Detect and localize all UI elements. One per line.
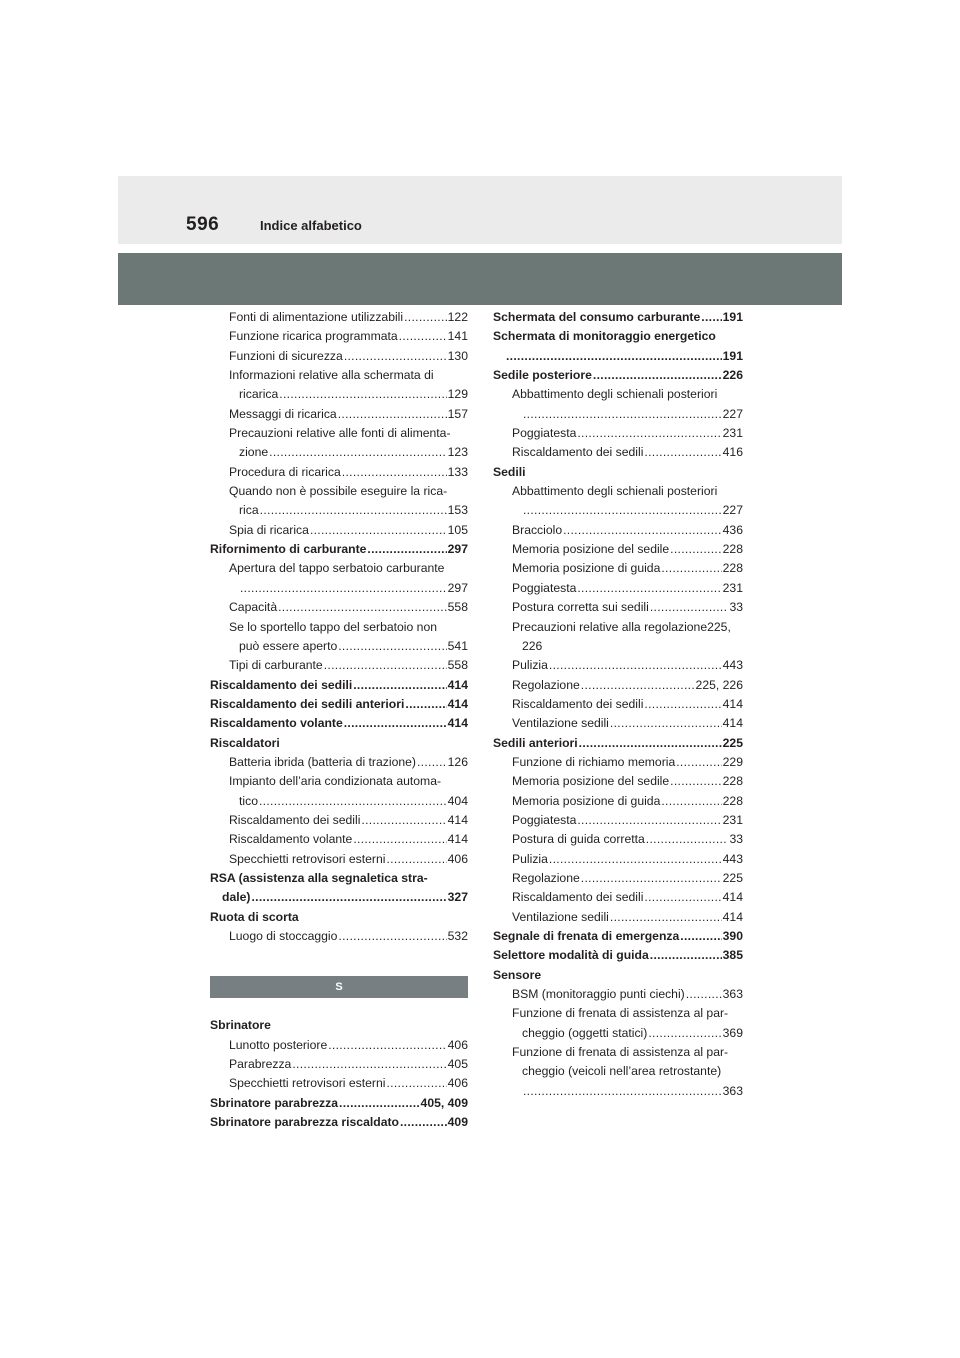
dot-leader <box>577 579 721 598</box>
index-entry-sub <box>493 424 743 443</box>
entry-page-ref: 191 <box>722 310 743 324</box>
index-entry-sub <box>493 579 743 598</box>
index-entry-sub <box>493 714 743 733</box>
index-entry-sub <box>493 443 743 462</box>
index-entry-sub <box>493 521 743 540</box>
dot-leader <box>324 656 447 675</box>
entry-page-ref: 228 <box>722 542 743 557</box>
index-entry-main <box>210 888 468 907</box>
entry-page-ref: 227 <box>722 406 743 421</box>
entry-label: Abbattimento degli schienali posteriori <box>512 387 718 402</box>
entry-label: può essere aperto <box>239 638 338 653</box>
index-entry-main <box>210 676 468 695</box>
entry-label: Sedili <box>493 464 526 479</box>
index-entry-sub <box>493 1062 743 1081</box>
dot-leader <box>260 501 447 520</box>
entry-page-ref: 443 <box>722 851 743 866</box>
entry-page-ref: 141 <box>447 329 468 344</box>
entry-label: Poggiatesta <box>512 580 577 595</box>
entry-label: Capacità <box>229 600 278 615</box>
dot-leader <box>361 811 446 830</box>
index-entry-main <box>210 1094 468 1113</box>
entry-label: dale) <box>222 890 251 905</box>
index-entry-sub <box>493 1004 743 1023</box>
index-entry-main <box>210 869 468 888</box>
entry-label: Ventilazione sedili <box>512 716 609 731</box>
dot-leader <box>650 946 722 965</box>
entry-label: Procedura di ricarica <box>229 464 341 479</box>
entry-label: Luogo di stoccaggio <box>229 929 338 943</box>
entry-page-ref: 406 <box>447 851 468 866</box>
dot-leader <box>338 927 446 946</box>
dot-leader <box>386 1074 446 1093</box>
index-entry-main <box>493 946 743 965</box>
letter-divider-s: S <box>210 976 468 998</box>
dot-leader <box>644 888 721 907</box>
index-entry-sub <box>493 540 743 559</box>
dot-leader <box>338 637 446 656</box>
dot-leader <box>646 830 729 849</box>
index-entry-sub <box>210 1074 468 1093</box>
index-entry-sub <box>493 598 743 617</box>
index-entry-sub <box>493 559 743 578</box>
entry-page-ref: 226 <box>722 368 743 383</box>
dot-leader <box>610 714 722 733</box>
entry-label: Riscaldamento dei sedili anteriori <box>210 696 405 711</box>
entry-label: Memoria posizione del sedile <box>512 774 670 789</box>
index-entry-sub <box>210 366 468 385</box>
entry-page-ref: 405, 409 <box>420 1095 468 1110</box>
entry-label: Bracciolo <box>512 522 563 537</box>
entry-label: Parabrezza <box>229 1057 292 1072</box>
entry-page-ref: 558 <box>447 600 468 615</box>
entry-page-ref: 153 <box>447 503 468 518</box>
entry-label: Riscaldamento volante <box>229 832 353 847</box>
entry-page-ref: 532 <box>447 929 468 943</box>
index-entry-sub <box>210 559 468 578</box>
entry-label: Riscaldamento dei sedili <box>229 812 361 827</box>
entry-label: Postura di guida corretta <box>512 832 645 847</box>
dot-leader <box>405 695 446 714</box>
entry-page-ref: 369 <box>722 1025 743 1040</box>
entry-label: Messaggi di ricarica <box>229 406 337 421</box>
index-entry-sub <box>493 830 743 849</box>
entry-page-ref: 231 <box>722 426 743 441</box>
entry-page-ref: 229 <box>722 754 743 769</box>
dot-leader <box>344 714 447 733</box>
section-title: Indice alfabetico <box>260 218 362 233</box>
index-entry-sub <box>210 1055 468 1074</box>
entry-label: Poggiatesta <box>512 426 577 441</box>
entry-label: Riscaldamento dei sedili <box>512 890 644 905</box>
entry-page-ref: 541 <box>447 638 468 653</box>
entry-label: cheggio (oggetti statici) <box>522 1025 648 1040</box>
index-entry-sub <box>210 521 468 540</box>
index-entry-sub <box>210 385 468 404</box>
entry-page-ref: 33 <box>729 600 743 615</box>
index-list-left-bottom <box>210 1016 468 1132</box>
entry-label: Ventilazione sedili <box>512 909 609 924</box>
entry-label: Schermata di monitoraggio energetico <box>493 329 716 344</box>
index-entry-main <box>210 734 468 753</box>
entry-label: Tipi di carburante <box>229 658 323 673</box>
index-entry-sub <box>493 1024 743 1043</box>
entry-label: Abbattimento degli schienali posteriori <box>512 484 718 499</box>
index-entry-sub <box>210 772 468 791</box>
index-entry-main <box>210 1113 468 1132</box>
entry-page-ref: 363 <box>722 987 743 1002</box>
index-entry-sub <box>210 405 468 424</box>
entry-page-ref: 105 <box>447 522 468 537</box>
index-entry-sub <box>210 927 468 946</box>
dot-leader <box>279 385 446 404</box>
entry-page-ref: 416 <box>722 445 743 460</box>
page-number: 596 <box>186 214 220 235</box>
index-entry-main <box>210 695 468 714</box>
dot-leader <box>670 540 721 559</box>
index-entry-sub <box>493 888 743 907</box>
dot-leader <box>523 501 722 520</box>
dot-leader <box>251 888 446 907</box>
entry-page-ref: 443 <box>722 658 743 673</box>
entry-page-ref: 231 <box>722 812 743 827</box>
entry-page-ref: 225 <box>722 870 743 885</box>
entry-page-ref: 130 <box>447 348 468 363</box>
entry-page-ref: 414 <box>447 716 468 731</box>
entry-page-ref: 227 <box>722 503 743 518</box>
dot-leader <box>367 540 446 559</box>
index-entry-sub <box>210 792 468 811</box>
index-entry-sub <box>493 908 743 927</box>
dot-leader <box>338 405 447 424</box>
entry-label: Postura corretta sui sedili <box>512 600 649 615</box>
entry-label: Fonti di alimentazione utilizzabili <box>229 310 404 324</box>
index-entry-sub <box>493 850 743 869</box>
index-entry-sub <box>493 656 743 675</box>
dot-leader <box>579 734 722 753</box>
dot-leader <box>353 676 446 695</box>
entry-label: ricarica <box>239 387 279 402</box>
header-band <box>118 176 842 244</box>
entry-page-ref: 436 <box>722 522 743 537</box>
entry-label: Riscaldamento dei sedili <box>512 696 644 711</box>
index-entry-sub <box>493 385 743 404</box>
entry-page-ref: 33 <box>729 832 743 847</box>
entry-label: Funzione di richiamo memoria <box>512 754 676 769</box>
index-entry-main <box>210 714 468 733</box>
entry-label: 226 <box>522 638 543 653</box>
entry-page-ref: 228 <box>722 561 743 576</box>
dot-leader <box>670 772 721 791</box>
entry-label: Selettore modalità di guida <box>493 948 649 963</box>
entry-page-ref: 225, 226 <box>695 677 743 692</box>
entry-page-ref: 414 <box>722 890 743 905</box>
entry-label: Specchietti retrovisori esterni <box>229 1076 386 1091</box>
dot-leader <box>386 850 446 869</box>
index-entry-sub <box>493 811 743 830</box>
index-entry-sub <box>210 830 468 849</box>
index-entry-sub <box>210 637 468 656</box>
entry-label: Schermata del consumo carburante <box>493 310 701 324</box>
index-entry-sub <box>493 985 743 1004</box>
entry-label: Regolazione <box>512 870 580 885</box>
dot-leader <box>344 347 447 366</box>
index-entry-sub <box>493 792 743 811</box>
entry-label: Funzione di frenata di assistenza al par- <box>512 1045 729 1060</box>
dot-leader <box>581 869 722 888</box>
entry-page-ref: 405 <box>447 1057 468 1072</box>
entry-label: Riscaldamento dei sedili <box>512 445 644 460</box>
dot-leader <box>278 598 447 617</box>
entry-label: Quando non è possibile eseguire la rica- <box>229 484 448 499</box>
entry-page-ref: 122 <box>447 310 468 324</box>
entry-label: zione <box>239 445 269 460</box>
index-entry-main <box>493 327 743 346</box>
dot-leader <box>661 792 721 811</box>
entry-label: Riscaldatori <box>210 735 280 750</box>
entry-label: RSA (assistenza alla segnaletica stra- <box>210 870 428 885</box>
entry-label: Sedile posteriore <box>493 368 592 383</box>
entry-label: Regolazione <box>512 677 580 692</box>
index-entry-sub <box>493 676 743 695</box>
entry-page-ref: 126 <box>447 754 468 769</box>
entry-label: Sensore <box>493 967 542 982</box>
dot-leader <box>644 695 721 714</box>
entry-page-ref: 414 <box>722 716 743 731</box>
dot-leader <box>581 676 695 695</box>
index-entry-sub <box>210 482 468 501</box>
entry-page-ref: 414 <box>447 677 468 692</box>
dot-leader <box>259 792 447 811</box>
index-entry-sub <box>493 753 743 772</box>
index-entry-sub <box>210 656 468 675</box>
entry-page-ref: 558 <box>447 658 468 673</box>
index-list-right <box>493 308 743 1101</box>
entry-page-ref: 414 <box>722 696 743 711</box>
entry-page-ref: 390 <box>722 929 743 943</box>
dot-leader <box>680 927 721 946</box>
index-entry-sub <box>210 443 468 462</box>
entry-label: Memoria posizione di guida <box>512 561 661 576</box>
entry-label: Se lo sportello tappo del serbatoio non <box>229 619 438 634</box>
entry-label: Spia di ricarica <box>229 522 309 537</box>
dot-leader <box>404 308 447 327</box>
dot-leader <box>342 463 447 482</box>
index-entry-sub <box>210 327 468 346</box>
entry-page-ref: 191 <box>722 348 743 363</box>
entry-label: Funzione ricarica programmata <box>229 329 398 344</box>
dot-leader <box>577 424 721 443</box>
dot-leader <box>328 1036 446 1055</box>
dot-leader <box>269 443 447 462</box>
dot-leader <box>644 443 721 462</box>
dot-leader <box>240 579 447 598</box>
entry-label: Sbrinatore parabrezza <box>210 1095 339 1110</box>
index-entry-main <box>493 734 743 753</box>
entry-label: Batteria ibrida (batteria di trazione) <box>229 754 416 769</box>
entry-label: Memoria posizione del sedile <box>512 542 670 557</box>
entry-label: Riscaldamento volante <box>210 716 343 731</box>
entry-page-ref: 123 <box>447 445 468 460</box>
entry-label: Specchietti retrovisori esterni <box>229 851 386 866</box>
index-entry-sub <box>210 308 468 327</box>
index-entry-main <box>210 540 468 559</box>
dot-leader <box>648 1024 721 1043</box>
index-entry-sub <box>210 598 468 617</box>
index-entry-main <box>493 463 743 482</box>
index-entry-sub <box>210 347 468 366</box>
index-entry-sub <box>493 772 743 791</box>
dot-leader <box>661 559 721 578</box>
entry-page-ref: 414 <box>447 812 468 827</box>
index-entry-sub <box>210 618 468 637</box>
index-entry-sub <box>493 1043 743 1062</box>
entry-page-ref: 363 <box>722 1083 743 1098</box>
dot-leader <box>310 521 447 540</box>
entry-label: Sbrinatore <box>210 1018 271 1033</box>
entry-label: Informazioni relative alla schermata di <box>229 368 434 383</box>
entry-page-ref: 406 <box>447 1037 468 1052</box>
entry-label: Funzione di frenata di assistenza al par- <box>512 1006 729 1021</box>
dot-leader <box>549 850 722 869</box>
dot-leader <box>523 1082 722 1101</box>
entry-page-ref: 225 <box>722 735 743 750</box>
dot-leader <box>399 327 447 346</box>
entry-label: Rifornimento di carburante <box>210 542 367 557</box>
entry-page-ref: 414 <box>447 696 468 711</box>
entry-label: Segnale di frenata di emergenza <box>493 929 680 943</box>
index-entry-sub <box>210 501 468 520</box>
dot-leader <box>400 1113 447 1132</box>
index-entry-sub <box>493 869 743 888</box>
dot-leader <box>577 811 721 830</box>
entry-page-ref: 404 <box>447 793 468 808</box>
entry-page-ref: 129 <box>447 387 468 402</box>
index-entry-sub <box>493 405 743 424</box>
dot-leader <box>650 598 729 617</box>
entry-page-ref: 231 <box>722 580 743 595</box>
index-entry-sub <box>210 579 468 598</box>
index-entry-sub <box>210 850 468 869</box>
index-entry-sub <box>493 501 743 520</box>
entry-label: Memoria posizione di guida <box>512 793 661 808</box>
index-column-left <box>210 308 468 1132</box>
index-entry-sub <box>210 1036 468 1055</box>
dot-leader <box>506 347 722 366</box>
entry-label: rica <box>239 503 259 518</box>
entry-label: Impianto dell’aria condizionata automa- <box>229 774 442 789</box>
entry-page-ref: 385 <box>722 948 743 963</box>
index-entry-main <box>210 1016 468 1035</box>
index-entry-main <box>210 908 468 927</box>
dot-leader <box>701 308 721 327</box>
dot-leader <box>563 521 722 540</box>
entry-label: Pulizia <box>512 851 548 866</box>
index-entry-sub <box>493 618 743 637</box>
index-entry-sub <box>210 753 468 772</box>
section-banner <box>118 253 842 305</box>
entry-label: Pulizia <box>512 658 548 673</box>
dot-leader <box>610 908 722 927</box>
entry-page-ref: 406 <box>447 1076 468 1091</box>
entry-label: Ruota di scorta <box>210 909 299 924</box>
dot-leader <box>523 405 722 424</box>
entry-label: Sbrinatore parabrezza riscaldato <box>210 1115 399 1130</box>
dot-leader <box>676 753 721 772</box>
dot-leader <box>353 830 446 849</box>
entry-page-ref: 228 <box>722 774 743 789</box>
entry-label: Funzioni di sicurezza <box>229 348 343 363</box>
index-entry-sub <box>210 811 468 830</box>
entry-label: cheggio (veicoli nell’area retrostante) <box>522 1064 722 1079</box>
entry-label: Sedili anteriori <box>493 735 578 750</box>
entry-label: BSM (monitoraggio punti ciechi) <box>512 987 685 1002</box>
entry-page-ref: 157 <box>447 406 468 421</box>
entry-page-ref: 297 <box>447 542 468 557</box>
entry-label: Riscaldamento dei sedili <box>210 677 353 692</box>
entry-page-ref: 297 <box>447 580 468 595</box>
index-entry-sub <box>210 424 468 443</box>
entry-page-ref: 414 <box>447 832 468 847</box>
index-entry-main <box>493 308 743 327</box>
index-entry-main <box>493 927 743 946</box>
index-entry-main <box>493 966 743 985</box>
index-entry-main <box>493 347 743 366</box>
dot-leader <box>292 1055 446 1074</box>
dot-leader <box>686 985 722 1004</box>
dot-leader <box>417 753 447 772</box>
entry-page-ref: 327 <box>447 890 468 905</box>
entry-label: Lunotto posteriore <box>229 1037 328 1052</box>
index-entry-sub <box>493 482 743 501</box>
index-entry-sub <box>210 463 468 482</box>
dot-leader <box>593 366 722 385</box>
entry-page-ref: 414 <box>722 909 743 924</box>
entry-label: Poggiatesta <box>512 812 577 827</box>
entry-label: Precauzioni relative alla regolazione225, <box>512 619 731 634</box>
index-list-left-top <box>210 308 468 946</box>
entry-page-ref: 133 <box>447 464 468 479</box>
entry-page-ref: 409 <box>447 1115 468 1130</box>
index-entry-sub <box>493 1082 743 1101</box>
index-column-right <box>493 308 743 1101</box>
index-entry-main <box>493 366 743 385</box>
entry-label: Precauzioni relative alle fonti di alimenta- <box>229 426 451 441</box>
entry-label: tico <box>239 793 258 808</box>
index-entry-sub <box>493 637 743 656</box>
dot-leader <box>339 1094 420 1113</box>
entry-page-ref: 228 <box>722 793 743 808</box>
entry-label: Apertura del tappo serbatoio carburante <box>229 561 445 576</box>
index-entry-sub <box>493 695 743 714</box>
dot-leader <box>549 656 722 675</box>
